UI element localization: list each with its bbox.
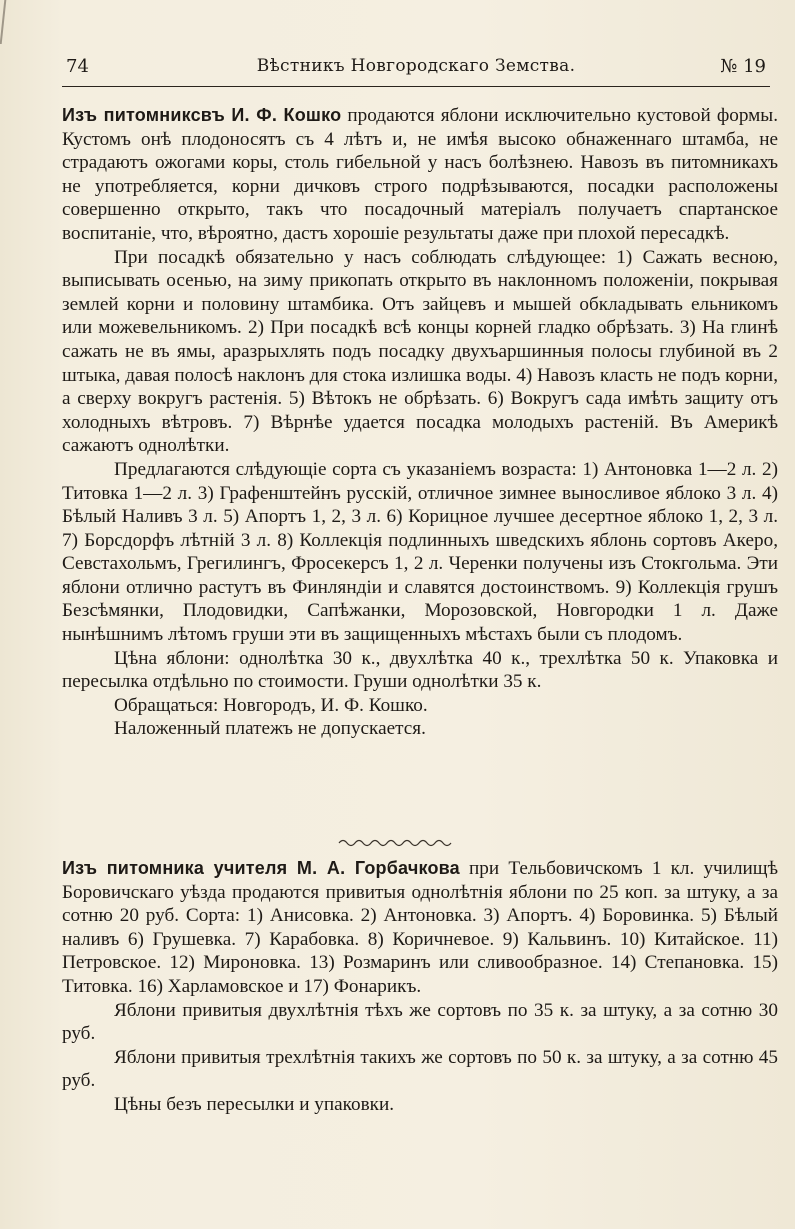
ad1-varieties: Предлагаются слѣдующіе сорта съ указаніемъ возраста: 1) Антоновка 1—2 л. 2) Титовка 1—2 л. 3) Графенштейнъ русскій, отличное зимнее выносливое яблоко 3 л. 4) Бѣлый Наливъ 3 л. 5) Апортъ 1, 2, 3 л. 6) Корицное лучшее десертное яблоко 1, 2, 3 л. 7) Борсдорфъ лѣтній 3 л. 8) Коллекція подлинныхъ шведскихъ яблонь сортовъ Акеро, Севстахольмъ, Грегилингъ, Фросекерсъ 1, 2 л. Черенки получены изъ Стокгольма. Эти яблони отлично растутъ въ Финляндіи и славятся достоинствомъ. 9) Коллекція грушъ Безсѣмянки, Плодовидки, Сапѣжанки, Морозовской, Новгородки 1 л. Даже нынѣшнимъ лѣтомъ груши эти въ защищенныхъ мѣстахъ были съ плодомъ. (62, 458, 778, 646)
ad2-intro-text: при Тельбовичскомъ 1 кл. училищѣ Боровичскаго уѣзда продаются привитыя однолѣтнія яблони по 25 коп. за штуку, а за сотню 20 руб. Сорта: 1) Анисовка. 2) Антоновка. 3) Апортъ. 4) Боровинка. 5) Бѣлый наливъ 6) Грушевка. 7) Карабовка. 8) Коричневое. 9) Кальвинъ. 10) Китайское. 11) Петровское. 12) Мироновка. 13) Розмаринъ или сливообразное. 14) Степановка. 15) Титовка. 16) Харламовское и 17) Фонарикъ. (62, 858, 778, 997)
ad2-lead: Изъ питомника учителя М. А. Горбачкова (62, 858, 460, 878)
ad1-planting-rules: При посадкѣ обязательно у насъ соблюдать слѣдующее: 1) Сажать весною, выписывать осенью, на зиму прикопать открыто въ наклонномъ положеніи, покрывая землей корни и половину штамбика. Отъ зайцевъ и мышей обкладывать ельникомъ или можевельникомъ. 2) При посадкѣ всѣ концы корней гладко обрѣзать. 3) На глинѣ сажать не въ ямы, аразрыхлять подъ посадку двухъаршинныя полосы глубиной въ 2 штыка, давая полосѣ наклонъ для стока излишка воды. 4) Навозъ класть не подъ корни, а сверху вокругъ растенія. 5) Вѣтокъ не обрѣзать. 6) Вокругъ сада имѣть защиту отъ холодныхъ вѣтровъ. 7) Вѣрнѣе удается посадка молодыхъ растеній. Въ Америкѣ сажаютъ однолѣтки. (62, 246, 778, 457)
ad1-prices: Цѣна яблони: однолѣтка 30 к., двухлѣтка 40 к., трехлѣтка 50 к. Упаковка и пересылка отдѣльно по стоимости. Груши однолѣтки 35 к. (62, 647, 778, 693)
ad2-three-year-prices: Яблони привитыя трехлѣтнія такихъ же сортовъ по 50 к. за штуку, а за сотню 45 руб. (62, 1046, 778, 1092)
ad2-two-year-prices: Яблони привитыя двухлѣтнія тѣхъ же сортовъ по 35 к. за штуку, а за сотню 30 руб. (62, 999, 778, 1045)
advertisement-koshko (62, 104, 778, 741)
page-number: 74 (66, 56, 89, 77)
ad1-payment-note: Наложенный платежъ не допускается. (114, 718, 426, 740)
advertisement-gorbachkov (62, 857, 778, 1117)
ad1-paragraph-1 (62, 104, 778, 246)
running-header (62, 56, 770, 82)
ad1-intro-text: продаются яблони исключительно кустовой формы. Кустомъ онѣ плодоносятъ съ 4 лѣтъ и, не имѣя высоко обнаженнаго штамба, не страдаютъ ожогами коры, столь гибельной у насъ болѣзнею. Навозъ въ питомникахъ не употребляется, корни дичковъ строго подрѣзываются, посадки расположены совершенно открыто, такъ что посадочный матеріалъ получаетъ спартанское воспитаніе, что, вѣроятно, дастъ хорошіе результаты даже при плохой пересадкѣ. (62, 105, 778, 244)
journal-title: Вѣстникъ Новгородскаго Земства. (256, 56, 576, 76)
ad1-contact: Обращаться: Новгородъ, И. Ф. Кошко. (114, 694, 428, 716)
ad1-lead: Изъ питомниксвъ И. Ф. Кошко (62, 105, 342, 125)
ad2-paragraph-1 (62, 857, 778, 999)
header-rule (62, 86, 770, 87)
issue-number: № 19 (720, 56, 766, 77)
section-divider (337, 838, 457, 848)
ad2-shipping-note: Цѣны безъ пересылки и упаковки. (114, 1093, 395, 1115)
page-edge-mark (0, 0, 14, 44)
